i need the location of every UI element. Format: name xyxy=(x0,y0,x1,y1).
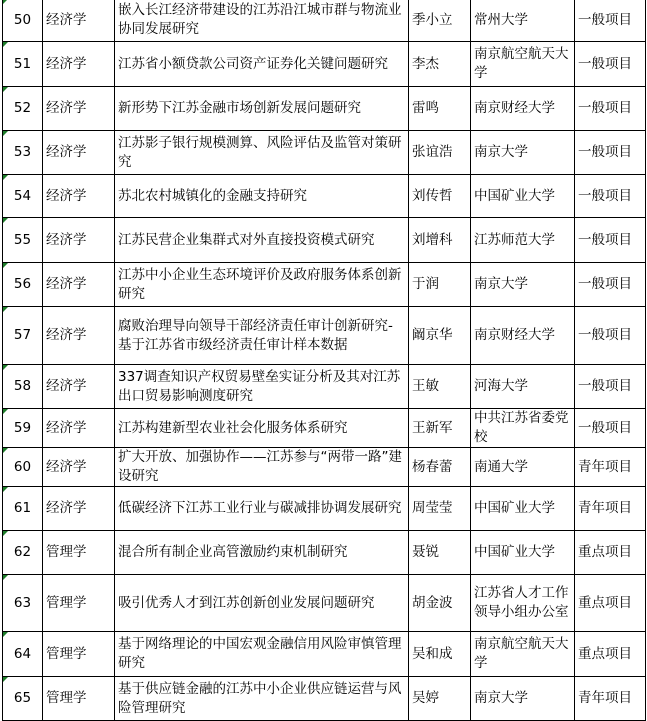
institution-cell: 南通大学 xyxy=(471,448,575,487)
project-category-cell: 一般项目 xyxy=(575,365,646,409)
row-number: 61 xyxy=(3,487,43,531)
leader-name-cell: 吴和成 xyxy=(409,632,471,677)
leader-name-cell: 周莹莹 xyxy=(409,487,471,531)
row-number: 65 xyxy=(3,677,43,721)
institution-cell: 江苏师范大学 xyxy=(471,218,575,263)
discipline-cell: 经济学 xyxy=(43,365,115,409)
discipline-cell: 经济学 xyxy=(43,448,115,487)
table-row xyxy=(3,175,646,218)
row-number: 56 xyxy=(3,263,43,307)
table-row xyxy=(3,218,646,263)
table-row xyxy=(3,409,646,448)
discipline-cell: 管理学 xyxy=(43,632,115,677)
table-row xyxy=(3,42,646,87)
row-number: 50 xyxy=(3,0,43,42)
leader-name-cell: 于润 xyxy=(409,263,471,307)
institution-cell: 南京大学 xyxy=(471,131,575,175)
project-category-cell: 重点项目 xyxy=(575,575,646,632)
table-row xyxy=(3,0,646,42)
discipline-cell: 经济学 xyxy=(43,175,115,218)
row-number: 64 xyxy=(3,632,43,677)
discipline-cell: 经济学 xyxy=(43,131,115,175)
project-category-cell: 重点项目 xyxy=(575,531,646,575)
institution-cell: 常州大学 xyxy=(471,0,575,42)
project-title-cell: 337调查知识产权贸易壁垒实证分析及其对江苏出口贸易影响测度研究 xyxy=(115,365,409,409)
institution-cell: 江苏省人才工作领导小组办公室 xyxy=(471,575,575,632)
project-title-cell: 腐败治理导向领导干部经济责任审计创新研究-基于江苏省市级经济责任审计样本数据 xyxy=(115,307,409,365)
project-title-cell: 苏北农村城镇化的金融支持研究 xyxy=(115,175,409,218)
project-title-cell: 低碳经济下江苏工业行业与碳减排协调发展研究 xyxy=(115,487,409,531)
project-title-cell: 江苏省小额贷款公司资产证券化关键问题研究 xyxy=(115,42,409,87)
discipline-cell: 经济学 xyxy=(43,87,115,131)
project-category-cell: 一般项目 xyxy=(575,263,646,307)
table-row xyxy=(3,365,646,409)
discipline-cell: 经济学 xyxy=(43,409,115,448)
leader-name-cell: 杨春蕾 xyxy=(409,448,471,487)
table-row xyxy=(3,448,646,487)
project-title-cell: 江苏影子银行规模测算、风险评估及监管对策研究 xyxy=(115,131,409,175)
row-number: 59 xyxy=(3,409,43,448)
discipline-cell: 经济学 xyxy=(43,487,115,531)
project-category-cell: 一般项目 xyxy=(575,131,646,175)
project-category-cell: 青年项目 xyxy=(575,448,646,487)
institution-cell: 南京航空航天大学 xyxy=(471,42,575,87)
row-number: 58 xyxy=(3,365,43,409)
discipline-cell: 经济学 xyxy=(43,218,115,263)
institution-cell: 南京财经大学 xyxy=(471,87,575,131)
project-title-cell: 嵌入长江经济带建设的江苏沿江城市群与物流业协同发展研究 xyxy=(115,0,409,42)
row-number: 63 xyxy=(3,575,43,632)
row-number: 54 xyxy=(3,175,43,218)
project-category-cell: 重点项目 xyxy=(575,632,646,677)
project-category-cell: 一般项目 xyxy=(575,42,646,87)
table-row xyxy=(3,531,646,575)
project-category-cell: 一般项目 xyxy=(575,0,646,42)
project-title-cell: 基于网络理论的中国宏观金融信用风险审慎管理研究 xyxy=(115,632,409,677)
discipline-cell: 经济学 xyxy=(43,307,115,365)
project-category-cell: 一般项目 xyxy=(575,218,646,263)
discipline-cell: 管理学 xyxy=(43,575,115,632)
leader-name-cell: 王新军 xyxy=(409,409,471,448)
project-table xyxy=(2,0,646,721)
project-category-cell: 一般项目 xyxy=(575,307,646,365)
leader-name-cell: 刘增科 xyxy=(409,218,471,263)
table-row xyxy=(3,307,646,365)
project-title-cell: 江苏中小企业生态环境评价及政府服务体系创新研究 xyxy=(115,263,409,307)
project-category-cell: 一般项目 xyxy=(575,175,646,218)
row-number: 52 xyxy=(3,87,43,131)
table-row xyxy=(3,575,646,632)
table-row xyxy=(3,263,646,307)
institution-cell: 中共江苏省委党校 xyxy=(471,409,575,448)
row-number: 55 xyxy=(3,218,43,263)
project-title-cell: 混合所有制企业高管激励约束机制研究 xyxy=(115,531,409,575)
table-row xyxy=(3,487,646,531)
table-row xyxy=(3,632,646,677)
project-category-cell: 一般项目 xyxy=(575,409,646,448)
leader-name-cell: 刘传哲 xyxy=(409,175,471,218)
project-category-cell: 青年项目 xyxy=(575,677,646,721)
institution-cell: 中国矿业大学 xyxy=(471,487,575,531)
discipline-cell: 经济学 xyxy=(43,0,115,42)
leader-name-cell: 吴婷 xyxy=(409,677,471,721)
leader-name-cell: 张谊浩 xyxy=(409,131,471,175)
table-row xyxy=(3,677,646,721)
institution-cell: 河海大学 xyxy=(471,365,575,409)
institution-cell: 南京航空航天大学 xyxy=(471,632,575,677)
discipline-cell: 经济学 xyxy=(43,42,115,87)
discipline-cell: 经济学 xyxy=(43,263,115,307)
discipline-cell: 管理学 xyxy=(43,677,115,721)
row-number: 62 xyxy=(3,531,43,575)
institution-cell: 南京大学 xyxy=(471,263,575,307)
leader-name-cell: 季小立 xyxy=(409,0,471,42)
project-table-body xyxy=(3,0,646,721)
project-title-cell: 新形势下江苏金融市场创新发展问题研究 xyxy=(115,87,409,131)
project-category-cell: 青年项目 xyxy=(575,487,646,531)
leader-name-cell: 李杰 xyxy=(409,42,471,87)
table-row xyxy=(3,87,646,131)
institution-cell: 南京财经大学 xyxy=(471,307,575,365)
project-title-cell: 扩大开放、加强协作——江苏参与“两带一路”建设研究 xyxy=(115,448,409,487)
project-title-cell: 江苏民营企业集群式对外直接投资模式研究 xyxy=(115,218,409,263)
institution-cell: 南京大学 xyxy=(471,677,575,721)
row-number: 51 xyxy=(3,42,43,87)
project-title-cell: 吸引优秀人才到江苏创新创业发展问题研究 xyxy=(115,575,409,632)
leader-name-cell: 胡金波 xyxy=(409,575,471,632)
row-number: 57 xyxy=(3,307,43,365)
project-title-cell: 基于供应链金融的江苏中小企业供应链运营与风险管理研究 xyxy=(115,677,409,721)
leader-name-cell: 雷鸣 xyxy=(409,87,471,131)
table-row xyxy=(3,131,646,175)
row-number: 53 xyxy=(3,131,43,175)
leader-name-cell: 聂锐 xyxy=(409,531,471,575)
discipline-cell: 管理学 xyxy=(43,531,115,575)
project-title-cell: 江苏构建新型农业社会化服务体系研究 xyxy=(115,409,409,448)
leader-name-cell: 王敏 xyxy=(409,365,471,409)
institution-cell: 中国矿业大学 xyxy=(471,531,575,575)
row-number: 60 xyxy=(3,448,43,487)
project-category-cell: 一般项目 xyxy=(575,87,646,131)
leader-name-cell: 阚京华 xyxy=(409,307,471,365)
institution-cell: 中国矿业大学 xyxy=(471,175,575,218)
